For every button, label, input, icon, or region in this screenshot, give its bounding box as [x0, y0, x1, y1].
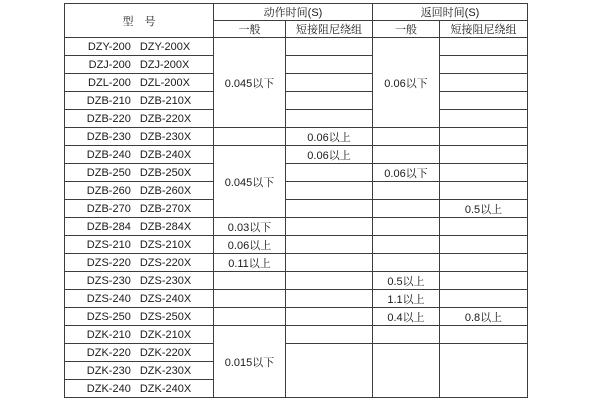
- model-label: DZB-250X: [139, 166, 192, 179]
- model-label: DZB-220X: [139, 112, 192, 125]
- model-pair: [65, 275, 213, 287]
- table-row: [65, 56, 528, 74]
- model-label: DZB-270: [86, 202, 131, 215]
- act-damped-cell: [286, 92, 373, 110]
- table-row: [65, 236, 528, 254]
- model-label: DZJ-200X: [139, 58, 190, 71]
- act-general-cell: [214, 290, 286, 308]
- model-cell: [65, 164, 214, 182]
- model-label: DZJ-200: [88, 58, 131, 71]
- model-pair: [65, 41, 213, 53]
- act-damped-cell: 0.06以上: [286, 146, 373, 164]
- model-pair: [65, 347, 213, 359]
- model-label: DZB-220: [86, 112, 131, 125]
- model-cell: [65, 74, 214, 92]
- model-label: DZY-200: [87, 40, 131, 53]
- model-pair: [65, 95, 213, 107]
- header-action-damped: 短接阻尼绕组: [286, 21, 373, 38]
- model-label: DZB-260: [86, 184, 131, 197]
- ret-general-cell: 0.5以上: [373, 272, 440, 290]
- model-label: DZK-210: [86, 328, 131, 341]
- model-cell: [65, 128, 214, 146]
- model-pair: [65, 167, 213, 179]
- model-cell: [65, 344, 214, 362]
- model-pair: [65, 329, 213, 341]
- model-cell: [65, 38, 214, 56]
- model-label: DZB-240: [86, 148, 131, 161]
- ret-damped-cell: [440, 344, 528, 398]
- ret-general-cell: [373, 128, 440, 146]
- model-pair: [65, 203, 213, 215]
- ret-general-cell: [373, 200, 440, 218]
- model-label: DZY-200X: [139, 40, 191, 53]
- model-label: DZK-210X: [139, 328, 192, 341]
- model-label: DZL-200X: [139, 76, 190, 89]
- model-cell: [65, 272, 214, 290]
- ret-damped-cell: [440, 110, 528, 128]
- model-cell: [65, 308, 214, 326]
- model-pair: [65, 293, 213, 305]
- ret-damped-cell: [440, 164, 528, 182]
- act-general-cell: [214, 308, 286, 326]
- table-row: [65, 272, 528, 290]
- ret-general-cell: [373, 236, 440, 254]
- model-label: DZB-284X: [139, 220, 192, 233]
- act-damped-cell: [286, 218, 373, 236]
- model-pair: [65, 113, 213, 125]
- ret-damped-cell: [440, 236, 528, 254]
- header-return-damped: 短接阻尼绕组: [440, 21, 528, 38]
- model-label: DZS-210X: [139, 238, 192, 251]
- header-action-time: 动作时间(S): [214, 4, 373, 21]
- model-label: DZS-210: [86, 238, 131, 251]
- ret-damped-cell: [440, 182, 528, 200]
- ret-general-cell: [373, 182, 440, 200]
- act-general-cell: 0.11以上: [214, 254, 286, 272]
- model-label: DZK-240X: [139, 382, 192, 395]
- act-damped-cell: [286, 182, 373, 200]
- table-row: [65, 254, 528, 272]
- table-row: [65, 110, 528, 128]
- table-row: [65, 218, 528, 236]
- table-row: [65, 182, 528, 200]
- model-cell: [65, 326, 214, 344]
- act-damped-cell: 0.06以上: [286, 128, 373, 146]
- ret-damped-cell: 0.5以上: [440, 200, 528, 218]
- ret-general-cell: [373, 218, 440, 236]
- act-damped-cell: [286, 110, 373, 128]
- table-header: [65, 4, 528, 38]
- table-row: [65, 290, 528, 308]
- model-label: DZB-210X: [139, 94, 192, 107]
- table-row: [65, 38, 528, 56]
- model-pair: [65, 59, 213, 71]
- act-damped-cell: [286, 236, 373, 254]
- table-row: [65, 92, 528, 110]
- model-pair: [65, 185, 213, 197]
- model-label: DZB-260X: [139, 184, 192, 197]
- model-cell: [65, 200, 214, 218]
- model-label: DZS-250X: [139, 310, 192, 323]
- header-return-general: 一般: [373, 21, 440, 38]
- act-general-cell: [214, 272, 286, 290]
- table-row: [65, 146, 528, 164]
- model-label: DZS-220X: [139, 256, 192, 269]
- model-label: DZS-230X: [139, 274, 192, 287]
- model-label: DZB-230: [86, 130, 131, 143]
- ret-damped-cell: 0.8以上: [440, 308, 528, 326]
- table-row: [65, 200, 528, 218]
- model-cell: [65, 56, 214, 74]
- model-cell: [65, 236, 214, 254]
- model-label: DZB-230X: [139, 130, 192, 143]
- model-cell: [65, 380, 214, 398]
- ret-general-cell: [373, 146, 440, 164]
- model-label: DZB-284: [86, 220, 131, 233]
- model-pair: [65, 131, 213, 143]
- act-damped-cell: [286, 272, 373, 290]
- model-pair: [65, 77, 213, 89]
- model-cell: [65, 92, 214, 110]
- model-label: DZL-200: [88, 76, 131, 89]
- model-pair: [65, 311, 213, 323]
- model-label: DZK-240: [86, 382, 131, 395]
- model-cell: [65, 218, 214, 236]
- model-label: DZS-250: [86, 310, 131, 323]
- model-label: DZS-240: [86, 292, 131, 305]
- table-row: [65, 326, 528, 344]
- model-label: DZS-230: [86, 274, 131, 287]
- model-pair: [65, 221, 213, 233]
- act-general-cell: 0.06以上: [214, 236, 286, 254]
- act-damped-cell: [286, 308, 373, 326]
- ret-damped-cell: [440, 146, 528, 164]
- ret-general-cell: 0.4以上: [373, 308, 440, 326]
- model-pair: [65, 149, 213, 161]
- model-pair: [65, 257, 213, 269]
- act-damped-cell: [286, 290, 373, 308]
- model-cell: [65, 146, 214, 164]
- header-row-groups: [65, 4, 528, 21]
- model-cell: [65, 110, 214, 128]
- model-pair: [65, 365, 213, 377]
- model-cell: [65, 254, 214, 272]
- ret-damped-cell: [440, 74, 528, 92]
- table-row: [65, 164, 528, 182]
- header-return-time: 返回时间(S): [373, 4, 528, 21]
- model-label: DZB-240X: [139, 148, 192, 161]
- model-cell: [65, 290, 214, 308]
- ret-general-cell: [373, 326, 440, 344]
- model-label: DZS-240X: [139, 292, 192, 305]
- model-label: DZK-230X: [139, 364, 192, 377]
- table-body: [65, 38, 528, 398]
- ret-damped-cell: [440, 254, 528, 272]
- table-row: [65, 344, 528, 362]
- model-pair: [65, 239, 213, 251]
- act-damped-cell: [286, 344, 373, 398]
- model-pair: [65, 383, 213, 395]
- table-row: [65, 128, 528, 146]
- ret-general-cell: [373, 254, 440, 272]
- act-damped-cell: [286, 56, 373, 74]
- act-damped-cell: [286, 200, 373, 218]
- model-label: DZS-220: [86, 256, 131, 269]
- act-general-cell: 0.045以下: [214, 146, 286, 218]
- header-model: 型 号: [65, 4, 214, 38]
- ret-damped-cell: [440, 38, 528, 56]
- ret-damped-cell: [440, 92, 528, 110]
- act-damped-cell: [286, 74, 373, 92]
- ret-damped-cell: [440, 128, 528, 146]
- model-cell: [65, 182, 214, 200]
- spec-table: [64, 3, 528, 398]
- act-damped-cell: [286, 254, 373, 272]
- ret-damped-cell: [440, 272, 528, 290]
- model-label: DZB-210: [86, 94, 131, 107]
- ret-damped-cell: [440, 218, 528, 236]
- model-label: DZK-220: [86, 346, 131, 359]
- ret-general-cell: 1.1以上: [373, 290, 440, 308]
- ret-general-cell: 0.06以下: [373, 164, 440, 182]
- ret-damped-cell: [440, 326, 528, 344]
- model-label: DZB-250: [86, 166, 131, 179]
- model-label: DZK-230: [86, 364, 131, 377]
- ret-general-cell: [373, 344, 440, 398]
- ret-damped-cell: [440, 290, 528, 308]
- header-action-general: 一般: [214, 21, 286, 38]
- act-general-cell: 0.03以下: [214, 218, 286, 236]
- model-label: DZB-270X: [139, 202, 192, 215]
- model-cell: [65, 362, 214, 380]
- table-row: [65, 74, 528, 92]
- ret-damped-cell: [440, 56, 528, 74]
- ret-general-cell: 0.06以下: [373, 38, 440, 128]
- table-row: [65, 308, 528, 326]
- act-general-cell: 0.045以下: [214, 38, 286, 128]
- act-damped-cell: [286, 164, 373, 182]
- model-label: DZK-220X: [139, 346, 192, 359]
- act-general-cell: 0.015以下: [214, 326, 286, 398]
- act-damped-cell: [286, 38, 373, 56]
- act-damped-cell: [286, 326, 373, 344]
- act-general-cell: [214, 128, 286, 146]
